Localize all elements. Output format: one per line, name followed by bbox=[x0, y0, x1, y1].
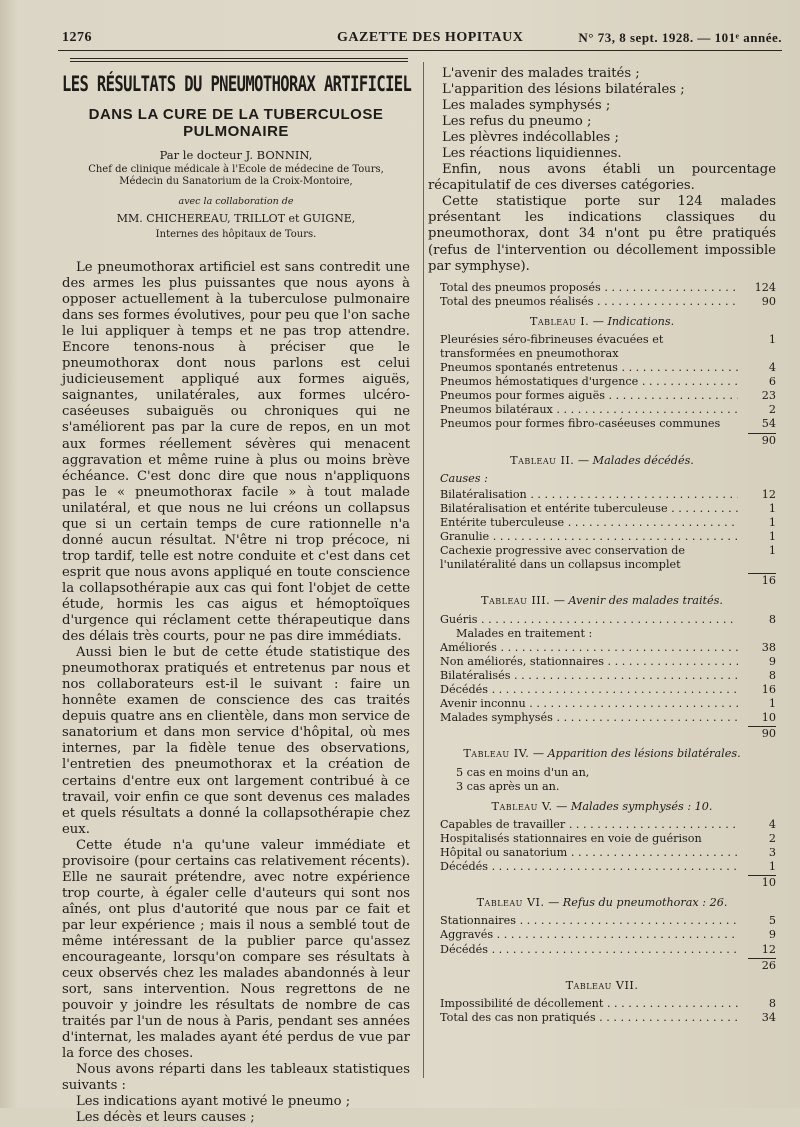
row-value: 8 bbox=[768, 612, 776, 626]
table-number: Tableau IV. bbox=[463, 747, 530, 761]
title-rule bbox=[70, 58, 408, 59]
journal-title: GAZETTE DES HOPITAUX bbox=[337, 30, 524, 45]
row-label: Guéris . . . bbox=[440, 613, 738, 627]
total-value: 90 bbox=[761, 727, 776, 741]
table-row bbox=[428, 502, 776, 516]
table-number: Tableau VII. bbox=[565, 978, 639, 992]
column-separator bbox=[423, 62, 424, 1078]
row-value: 6 bbox=[768, 375, 776, 389]
table-row bbox=[428, 846, 776, 860]
table-row bbox=[428, 361, 776, 375]
collaboration-note: avec la collaboration de bbox=[178, 196, 294, 207]
row-label: Aggravés . . . bbox=[440, 928, 738, 942]
row-label: Bilatéralisation . . . bbox=[440, 488, 738, 502]
table-row bbox=[428, 281, 776, 295]
subtitle-line-1: DANS LA CURE DE LA TUBERCULOSE bbox=[88, 106, 384, 123]
table-total bbox=[428, 434, 776, 448]
table-heading bbox=[428, 896, 776, 910]
row-value: 90 bbox=[761, 294, 776, 308]
table-total bbox=[428, 574, 776, 588]
table-row bbox=[428, 928, 776, 942]
row-value: 54 bbox=[761, 417, 776, 431]
table-number: Tableau II. bbox=[510, 453, 575, 467]
table-row bbox=[428, 860, 776, 874]
table-heading bbox=[428, 800, 776, 814]
row-value: 4 bbox=[768, 817, 776, 831]
row-label: Cachexie progressive avec conservation de l'unilatéralité dans un collapsus incomplet bbox=[440, 544, 686, 572]
article-subtitle bbox=[62, 106, 410, 140]
paragraph: Cette étude n'a qu'une valeur immédiate et provisoire (pour certains cas relativement récents). Elle ne saurait prétendre, avec notre expérience trop courte, à égaler celle d'auteurs qui sont nos aînés, ont plus d'autorité que nous par ce fait et par leur expérience ; mais il nous a semblé tout de même intéressant de la publier parce qu'assez encourageante, lorsqu'on compare ses résultats à ceux observés chez les malades abandonnés à leur sort, sans intervention. Nous regrettons de ne pouvoir y joindre les résultats de nombre de cas traités par l'un de nous à Paris, pendant ses années d'internat, les malades ayant été perdus de vue par la force des choses. bbox=[62, 837, 410, 1062]
paragraph: Cette statistique porte sur 124 malades présentant les indications classiques du pneumothorax, dont 34 n'ont pu être pratiqués (refus de l'intervention ou décollement impossible par symphyse). bbox=[428, 194, 776, 274]
affiliation-line-1: Chef de clinique médicale à l'Ecole de médecine de Tours, bbox=[88, 164, 384, 175]
row-value: 9 bbox=[768, 654, 776, 668]
paragraph: Aussi bien le but de cette étude statistique des pneumothorax pratiqués et entretenus par nous et nos collaborateurs est-il le suivant : faire un honnête examen de conscience des cas traités depuis quatre ans en clientèle, dans mon service de sanatorium et dans mon service d'hôpital, où mes internes, par la fidèle tenue des observations, l'entretien des pneumothorax et la création de certains d'entre eux ont largement contribué à ce travail, voir enfin ce que sont devenus ces malades et quels résultats a donné la collapsothérapie chez eux. bbox=[62, 645, 410, 837]
table-row bbox=[428, 818, 776, 832]
table-row bbox=[428, 943, 776, 957]
page-header bbox=[62, 28, 782, 48]
row-label: Pneumos bilatéraux . . . bbox=[440, 403, 738, 417]
table-row bbox=[428, 488, 776, 502]
row-value: 1 bbox=[768, 516, 776, 530]
tableau-4 bbox=[428, 747, 776, 793]
table-total bbox=[428, 727, 776, 741]
row-label: Avenir inconnu . . . bbox=[440, 697, 738, 711]
row-label: Non améliorés, stationnaires . . . bbox=[440, 655, 738, 669]
row-value: 1 bbox=[768, 332, 776, 346]
table-row bbox=[428, 914, 776, 928]
row-value: 3 bbox=[768, 845, 776, 859]
table-heading bbox=[428, 315, 776, 329]
row-value: 1 bbox=[768, 501, 776, 515]
table-number: Tableau V. bbox=[491, 799, 553, 813]
total-value: 10 bbox=[761, 876, 776, 890]
table-number: Tableau III. bbox=[481, 594, 551, 608]
row-label: Bilatéralisés . . . bbox=[440, 669, 738, 683]
row-value: 8 bbox=[768, 996, 776, 1010]
causes-label: Causes : bbox=[440, 471, 488, 485]
table-row bbox=[428, 711, 776, 725]
row-label: Impossibilité de décollement . . . bbox=[440, 997, 738, 1011]
summary-table bbox=[428, 281, 776, 309]
row-label: Améliorés . . . bbox=[440, 641, 738, 655]
table-row bbox=[428, 417, 776, 431]
row-label: Entérite tuberculeuse . . . bbox=[440, 516, 738, 530]
table-row bbox=[428, 333, 776, 361]
tableau-2 bbox=[428, 454, 776, 589]
table-row bbox=[428, 997, 776, 1011]
total-value: 90 bbox=[761, 433, 776, 447]
table-row bbox=[428, 641, 776, 655]
table-number: Tableau I. bbox=[529, 314, 590, 328]
row-value: 34 bbox=[761, 1010, 776, 1024]
title-rule-2 bbox=[70, 61, 408, 62]
table-heading bbox=[428, 747, 776, 761]
list-item: L'avenir des malades traités ; bbox=[442, 66, 640, 81]
table-row bbox=[428, 1011, 776, 1025]
page-number: 1276 bbox=[62, 30, 92, 45]
list-item: L'apparition des lésions bilatérales ; bbox=[442, 82, 685, 98]
row-label: Pleurésies séro-fibrineuses évacuées et transformées en pneumothorax bbox=[440, 332, 664, 360]
row-value: 1 bbox=[768, 860, 776, 874]
affiliation bbox=[62, 164, 410, 188]
row-label: Décédés . . . bbox=[440, 943, 738, 957]
total-value: 26 bbox=[761, 958, 776, 972]
list-item: 3 cas après un an. bbox=[456, 779, 560, 793]
tableau-1 bbox=[428, 315, 776, 448]
row-value: 16 bbox=[761, 683, 776, 697]
table-row bbox=[428, 544, 776, 572]
issue-info: N° 73, 8 sept. 1928. — 101ᵉ année. bbox=[578, 30, 782, 45]
row-value: 2 bbox=[768, 403, 776, 417]
table-row bbox=[428, 375, 776, 389]
row-label: Granulie . . . bbox=[440, 530, 738, 544]
row-value: 2 bbox=[768, 831, 776, 845]
row-value: 1 bbox=[768, 544, 776, 558]
row-value: 9 bbox=[768, 928, 776, 942]
row-value: 5 bbox=[768, 914, 776, 928]
total-value: 16 bbox=[761, 574, 776, 588]
row-value: 1 bbox=[768, 697, 776, 711]
table-row bbox=[428, 613, 776, 627]
list-item: 5 cas en moins d'un an, bbox=[456, 765, 590, 779]
table-heading bbox=[428, 594, 776, 608]
paragraph: Nous avons réparti dans les tableaux statistiques suivants : bbox=[62, 1062, 410, 1094]
table-total bbox=[428, 959, 776, 973]
author: Par le docteur J. BONNIN, bbox=[159, 148, 313, 162]
affiliation-line-2: Médecin du Sanatorium de la Croix-Montoire, bbox=[119, 176, 353, 187]
in-treatment-label: Malades en traitement : bbox=[456, 626, 593, 640]
left-column bbox=[62, 66, 410, 1127]
row-label: Pneumos hémostatiques d'urgence . . . bbox=[440, 375, 738, 389]
row-label: Bilatéralisation et entérite tuberculeuse . . . bbox=[440, 502, 738, 516]
header-rule bbox=[58, 50, 782, 51]
table-heading bbox=[428, 979, 776, 993]
row-value: 23 bbox=[761, 389, 776, 403]
table-row bbox=[428, 669, 776, 683]
table-subtitle: — Malades symphysés : 10. bbox=[556, 799, 713, 813]
row-value: 12 bbox=[761, 487, 776, 501]
table-subtitle: — Avenir des malades traités. bbox=[553, 594, 723, 608]
row-value: 124 bbox=[754, 280, 776, 294]
row-value: 38 bbox=[761, 640, 776, 654]
row-value: 4 bbox=[768, 361, 776, 375]
table-row bbox=[428, 832, 776, 846]
article-title: LES RÉSULTATS DU PNEUMOTHORAX ARTIFICIEL bbox=[62, 72, 412, 97]
table-subtitle: — Refus du pneumothorax : 26. bbox=[548, 896, 728, 910]
table-row bbox=[428, 655, 776, 669]
table-subtitle: — Indications. bbox=[592, 314, 675, 328]
list-item: Les plèvres indécollables ; bbox=[442, 130, 619, 146]
collaborators: MM. CHICHEREAU, TRILLOT et GUIGNE, bbox=[116, 212, 356, 225]
table-row bbox=[428, 697, 776, 711]
tableau-3 bbox=[428, 594, 776, 741]
table-number: Tableau VI. bbox=[476, 896, 545, 910]
article-body-right bbox=[428, 66, 776, 275]
table-subtitle: — Apparition des lésions bilatérales. bbox=[532, 747, 741, 761]
table-total bbox=[428, 876, 776, 890]
row-label: Hôpital ou sanatorium . . . bbox=[440, 846, 738, 860]
table-row bbox=[428, 403, 776, 417]
row-value: 12 bbox=[761, 942, 776, 956]
list-item: Les décès et leurs causes ; bbox=[76, 1110, 255, 1126]
list-item: Les malades symphysés ; bbox=[442, 98, 611, 114]
list-item: Les réactions liquidiennes. bbox=[442, 146, 622, 162]
row-label: Capables de travailler . . . bbox=[440, 818, 738, 832]
right-column bbox=[428, 66, 776, 1025]
tableau-5 bbox=[428, 800, 776, 891]
row-label: Décédés . . . bbox=[440, 683, 738, 697]
list-item: Les indications ayant motivé le pneumo ; bbox=[76, 1094, 351, 1110]
row-value: 10 bbox=[761, 711, 776, 725]
paragraph: Enfin, nous avons établi un pourcentage récapitulatif de ces diverses catégories. bbox=[428, 162, 776, 194]
row-label: Hospitalisés stationnaires en voie de guérison bbox=[440, 831, 702, 845]
table-subtitle: — Malades décédés. bbox=[577, 453, 694, 467]
table-row bbox=[428, 516, 776, 530]
row-label: Total des cas non pratiqués . . . bbox=[440, 1011, 738, 1025]
table-heading bbox=[428, 454, 776, 468]
row-label: Malades symphysés . . . bbox=[440, 711, 738, 725]
row-label: Pneumos pour formes fibro-caséeuses communes bbox=[440, 417, 721, 431]
tableau-7 bbox=[428, 979, 776, 1025]
row-value: 1 bbox=[768, 530, 776, 544]
row-label: Total des pneumos proposés . . . bbox=[440, 281, 738, 295]
row-label: Décédés . . . bbox=[440, 860, 738, 874]
collaborators-role: Internes des hôpitaux de Tours. bbox=[155, 229, 317, 240]
row-label: Pneumos pour formes aiguës . . . bbox=[440, 389, 738, 403]
row-value: 8 bbox=[768, 668, 776, 682]
table-row bbox=[428, 683, 776, 697]
list-item: Les refus du pneumo ; bbox=[442, 114, 592, 130]
article-body-left bbox=[62, 260, 410, 1127]
row-label: Stationnaires . . . bbox=[440, 914, 738, 928]
table-row bbox=[428, 295, 776, 309]
row-label: Total des pneumos réalisés . . . bbox=[440, 295, 738, 309]
row-label: Pneumos spontanés entretenus . . . bbox=[440, 361, 738, 375]
paragraph: Le pneumothorax artificiel est sans contredit une des armes les plus puissantes que nous ayons à opposer actuellement à la tuberculose pulmonaire dans ses formes évolutives, pour peu que l'on sache le lui appliquer à temps et ne pas trop attendre. Encore tenons-nous à préciser que le pneumothorax dont nous parlons est celui judicieusement appliqué aux formes aiguës, saignantes, unilatérales, aux formes ulcéro-caséeuses subaiguës ou chroniques qui ne s'améliorent pas par la cure de repos, en un mot aux formes réellement sévères qui menacent aggravation et même ruine à plus ou moins brève échéance. C'est donc dire que nous n'appliquons pas le « pneumothorax facile » à tout malade unilatéral, et que nous ne lui créons un collapsus que si un certain temps de cure rationnelle n'a donné aucun résultat. N'être ni trop précoce, ni trop tardif, telle est notre conduite et c'est dans cet esprit que nous avons appliqué en toute conscience la collapsothérapie aux cas qui font l'objet de cette étude, hormis les cas aigus et hémoptoïques d'urgence qui réclament cette thérapeutique dans des délais très courts, pour ne pas dire immédiats. bbox=[62, 260, 410, 645]
subtitle-line-2: PULMONAIRE bbox=[183, 123, 289, 140]
table-row bbox=[428, 389, 776, 403]
table-row bbox=[428, 530, 776, 544]
tableau-6 bbox=[428, 896, 776, 972]
